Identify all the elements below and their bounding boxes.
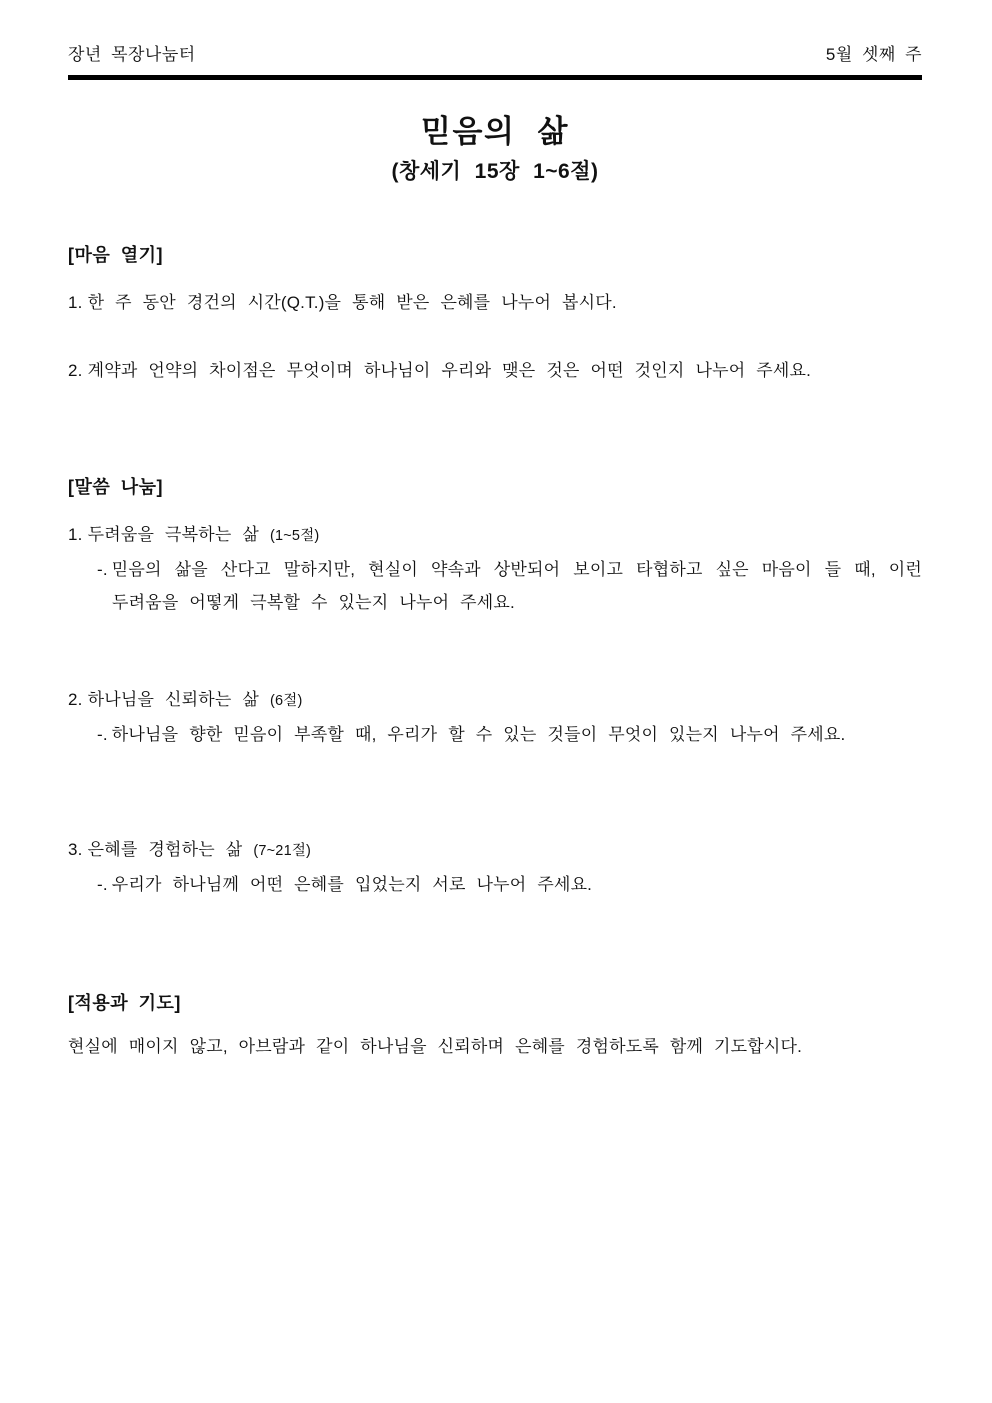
sub-item-marker: -. (97, 725, 108, 744)
sub-item-text: 하나님을 향한 믿음이 부족할 때, 우리가 할 수 있는 것들이 무엇이 있는지 나누어 주세요. (111, 725, 846, 744)
item-text: 은혜를 경험하는 삶 (87, 840, 243, 859)
item-text: 하나님을 신뢰하는 삶 (87, 690, 260, 709)
list-item (68, 833, 922, 868)
header-right-label: 5월 셋째 주 (825, 45, 922, 64)
section-heading-sharing: [말씀 나눔] (68, 477, 164, 497)
page-header (68, 40, 922, 65)
sub-item-text: 믿음의 삶을 산다고 말하지만, 현실이 약속과 상반되어 보이고 타협하고 싶은 마음이 들 때, 이런 두려움을 어떻게 극복할 수 있는지 나누어 주세요. (111, 560, 922, 612)
page-subtitle: (창세기 15장 1~6절) (391, 160, 599, 183)
sub-item (68, 868, 922, 901)
item-number: 1. (68, 525, 83, 544)
item-text: 두려움을 극복하는 삶 (87, 525, 260, 544)
item-text: 한 주 동안 경건의 시간(Q.T.)을 통해 받은 은혜를 나누어 봅시다. (87, 293, 617, 312)
verse-ref: (6절) (269, 693, 303, 709)
item-number: 2. (68, 690, 83, 709)
sub-item (68, 553, 922, 619)
item-number: 2. (68, 361, 83, 380)
section-heading-application: [적용과 기도] (68, 993, 181, 1013)
verse-ref: (7~21절) (253, 843, 312, 859)
item-number: 1. (68, 293, 83, 312)
list-item (68, 354, 922, 387)
sub-item-marker: -. (97, 560, 108, 579)
item-text: 계약과 언약의 차이점은 무엇이며 하나님이 우리와 맺은 것은 어떤 것인지 나누어 주세요. (87, 361, 812, 380)
title-block (68, 113, 922, 186)
list-item (68, 518, 922, 553)
sub-item (68, 718, 922, 751)
sub-item-text: 우리가 하나님께 어떤 은혜를 입었는지 서로 나누어 주세요. (111, 875, 593, 894)
header-left-label: 장년 목장나눔터 (68, 45, 196, 64)
closing-paragraph: 현실에 매이지 않고, 아브람과 같이 하나님을 신뢰하며 은혜를 경험하도록 함께 기도합시다. (68, 1037, 803, 1056)
list-item (68, 286, 922, 319)
item-number: 3. (68, 840, 83, 859)
verse-ref: (1~5절) (269, 528, 320, 544)
header-divider (68, 75, 922, 80)
sub-item-marker: -. (97, 875, 108, 894)
section-heading-opening: [마음 열기] (68, 245, 164, 265)
page-title: 믿음의 삶 (421, 114, 569, 149)
list-item (68, 683, 922, 718)
